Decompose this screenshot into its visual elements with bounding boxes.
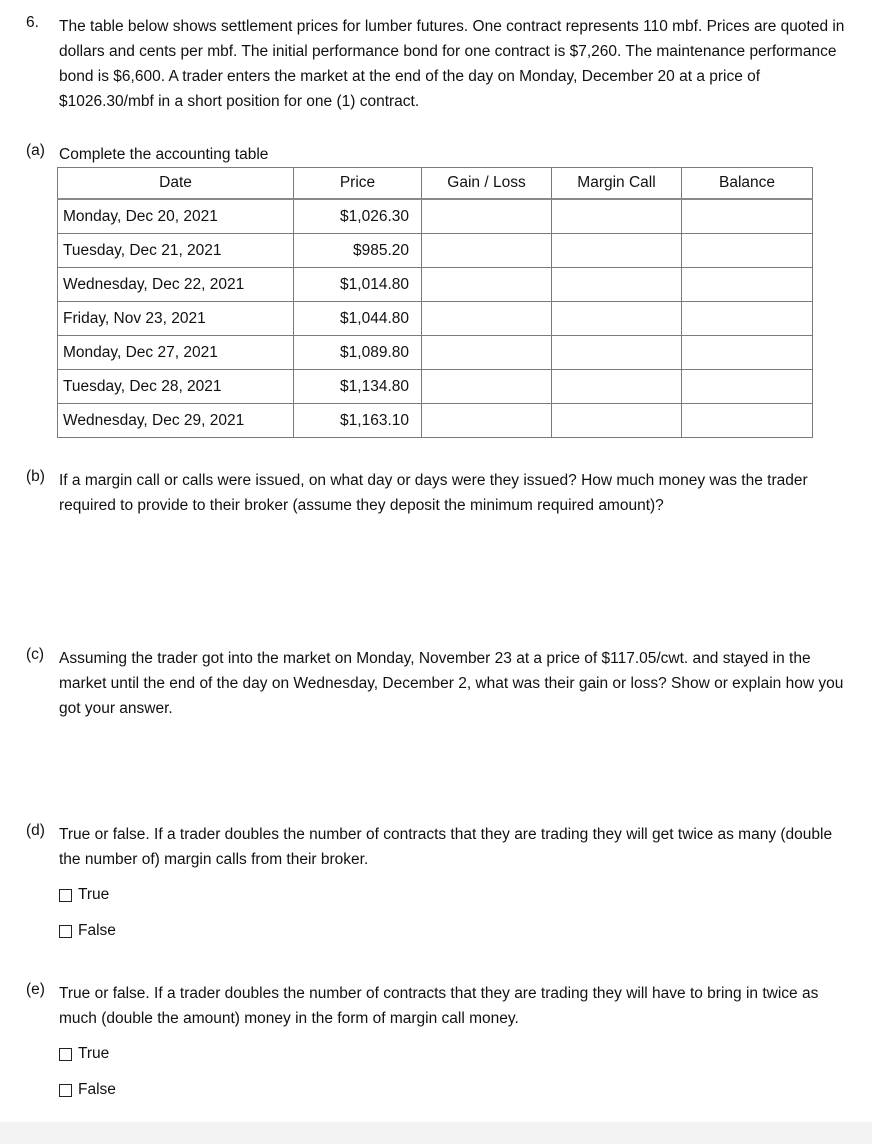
checkbox-icon[interactable] bbox=[59, 1084, 72, 1097]
cell-gain-loss[interactable] bbox=[422, 404, 552, 438]
question-text: The table below shows settlement prices for lumber futures. One contract represents 110 mbf. Prices are quoted in dollars and cents per mbf. The initial performance bond for one contract is $7,260. The maintenance performance bond is $6,600. A trader enters the market at the end of the day on Monday, December 20 at a price of $1026.30/mbf in a short position for one (1) contract. bbox=[59, 18, 845, 110]
cell-price: $985.20 bbox=[294, 234, 422, 268]
cell-gain-loss[interactable] bbox=[422, 302, 552, 336]
part-d-option-true[interactable] bbox=[59, 884, 109, 906]
cell-balance[interactable] bbox=[682, 370, 813, 404]
part-e-option-false[interactable] bbox=[59, 1079, 116, 1101]
part-e-text: True or false. If a trader doubles the number of contracts that they are trading they will have to bring in twice as much (double the amount) money in the form of margin call money. bbox=[59, 985, 819, 1027]
part-c-label: (c) bbox=[26, 646, 45, 663]
table-row bbox=[58, 336, 813, 370]
part-a-text: Complete the accounting table bbox=[59, 146, 269, 163]
header-balance: Balance bbox=[682, 168, 813, 200]
cell-gain-loss[interactable] bbox=[422, 370, 552, 404]
cell-balance[interactable] bbox=[682, 199, 813, 234]
cell-margin-call[interactable] bbox=[552, 199, 682, 234]
cell-margin-call[interactable] bbox=[552, 234, 682, 268]
cell-date: Wednesday, Dec 29, 2021 bbox=[58, 404, 294, 438]
part-b-text: If a margin call or calls were issued, on what day or days were they issued? How much money was the trader required to provide to their broker (assume they deposit the minimum required amount)? bbox=[59, 472, 808, 514]
table-header-row bbox=[58, 168, 813, 200]
part-e-label: (e) bbox=[26, 981, 45, 998]
part-d-option-false[interactable] bbox=[59, 920, 116, 942]
part-d-label: (d) bbox=[26, 822, 45, 839]
table-row bbox=[58, 370, 813, 404]
header-margin-call: Margin Call bbox=[552, 168, 682, 200]
cell-date: Monday, Dec 27, 2021 bbox=[58, 336, 294, 370]
table-row bbox=[58, 302, 813, 336]
cell-margin-call[interactable] bbox=[552, 404, 682, 438]
option-label: True bbox=[78, 886, 110, 903]
cell-price: $1,044.80 bbox=[294, 302, 422, 336]
cell-price: $1,134.80 bbox=[294, 370, 422, 404]
part-d-text: True or false. If a trader doubles the number of contracts that they are trading they will get twice as many (double the number of) margin calls from their broker. bbox=[59, 826, 833, 868]
cell-balance[interactable] bbox=[682, 404, 813, 438]
cell-margin-call[interactable] bbox=[552, 268, 682, 302]
checkbox-icon[interactable] bbox=[59, 1048, 72, 1061]
part-b-label: (b) bbox=[26, 468, 45, 485]
option-label: True bbox=[78, 1045, 110, 1062]
cell-balance[interactable] bbox=[682, 336, 813, 370]
header-date: Date bbox=[58, 168, 294, 200]
cell-price: $1,163.10 bbox=[294, 404, 422, 438]
table-row bbox=[58, 234, 813, 268]
checkbox-icon[interactable] bbox=[59, 925, 72, 938]
table-row bbox=[58, 268, 813, 302]
question-number: 6. bbox=[26, 14, 39, 31]
cell-balance[interactable] bbox=[682, 234, 813, 268]
option-label: False bbox=[78, 1081, 116, 1098]
part-e-option-true[interactable] bbox=[59, 1043, 109, 1065]
checkbox-icon[interactable] bbox=[59, 889, 72, 902]
cell-margin-call[interactable] bbox=[552, 336, 682, 370]
accounting-table bbox=[57, 167, 813, 438]
cell-date: Tuesday, Dec 21, 2021 bbox=[58, 234, 294, 268]
table-row bbox=[58, 199, 813, 234]
cell-margin-call[interactable] bbox=[552, 370, 682, 404]
cell-price: $1,014.80 bbox=[294, 268, 422, 302]
cell-date: Friday, Nov 23, 2021 bbox=[58, 302, 294, 336]
cell-balance[interactable] bbox=[682, 302, 813, 336]
cell-date: Wednesday, Dec 22, 2021 bbox=[58, 268, 294, 302]
cell-date: Monday, Dec 20, 2021 bbox=[58, 199, 294, 234]
cell-gain-loss[interactable] bbox=[422, 336, 552, 370]
cell-price: $1,026.30 bbox=[294, 199, 422, 234]
cell-gain-loss[interactable] bbox=[422, 199, 552, 234]
header-price: Price bbox=[294, 168, 422, 200]
header-gain-loss: Gain / Loss bbox=[422, 168, 552, 200]
cell-gain-loss[interactable] bbox=[422, 268, 552, 302]
cell-date: Tuesday, Dec 28, 2021 bbox=[58, 370, 294, 404]
cell-balance[interactable] bbox=[682, 268, 813, 302]
part-a-label: (a) bbox=[26, 142, 45, 159]
option-label: False bbox=[78, 922, 116, 939]
cell-price: $1,089.80 bbox=[294, 336, 422, 370]
cell-margin-call[interactable] bbox=[552, 302, 682, 336]
page-bottom-shade bbox=[0, 1122, 872, 1144]
table-row bbox=[58, 404, 813, 438]
part-c-text: Assuming the trader got into the market on Monday, November 23 at a price of $117.05/cwt. and stayed in the market until the end of the day on Wednesday, December 2, what was their gain or loss? Show or explain how you got your answer. bbox=[59, 650, 844, 717]
cell-gain-loss[interactable] bbox=[422, 234, 552, 268]
